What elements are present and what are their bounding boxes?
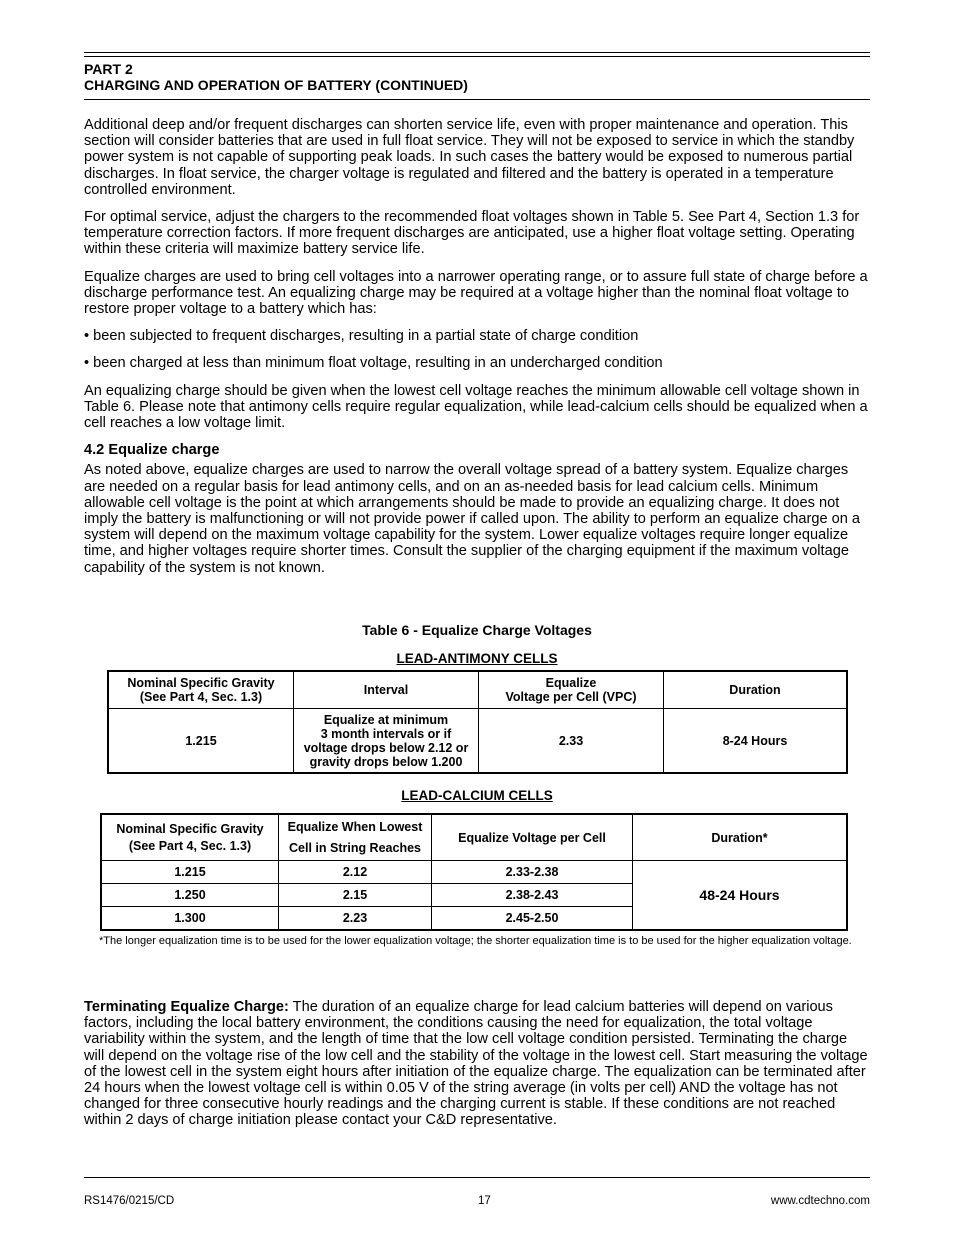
- header-title: CHARGING AND OPERATION OF BATTERY (CONTINUED): [84, 77, 468, 93]
- duration-cell: 48-24 Hours: [633, 861, 848, 931]
- header-rule-bottom: [84, 99, 870, 100]
- section-paragraph: As noted above, equalize charges are used to narrow the overall voltage spread of a battery system. Equalize charges are needed on a regular basis for lead antimony cells, and on an as-needed basis for lead calcium cells. Minimum allowable cell voltage is the point at which arrangements should be made to provide an equalizing charge. It does not imply the battery is malfunctioning or will not provide power if called upon. The ability to perform an equalize charge on a system will depend on the maximum voltage capability for the system. Lower equalize voltages require longer equalize time, and higher voltages require shorter times. Consult the supplier of the charging equipment if the maximum voltage capability of the system is not known.: [84, 462, 861, 576]
- header-rule-top-2: [84, 56, 870, 57]
- page-header: [84, 61, 468, 93]
- table-cell: 2.33: [479, 709, 664, 774]
- column-header: Nominal Specific Gravity (See Part 4, Sec. 1.3): [108, 671, 294, 709]
- terminating-paragraph: [84, 999, 870, 1140]
- section-heading: 4.2 Equalize charge: [84, 442, 220, 459]
- table-row: [101, 861, 847, 884]
- lead-calcium-table: [100, 813, 848, 931]
- footer-doc-id: RS1476/0215/CD: [84, 1195, 175, 1207]
- header-rule-top: [84, 52, 870, 53]
- antimony-table-title: LEAD-ANTIMONY CELLS: [396, 651, 558, 666]
- table-cell: 2.33-2.38: [432, 861, 633, 884]
- header-part: PART 2: [84, 61, 133, 77]
- table-footnote: *The longer equalization time is to be used for the lower equalization voltage; the shorter equalization time is to be used for the higher equalization voltage.: [99, 935, 852, 947]
- body-content: [84, 117, 870, 587]
- table-cell: 2.15: [279, 884, 432, 907]
- calcium-table-title: LEAD-CALCIUM CELLS: [401, 788, 553, 803]
- table-cell: 1.250: [101, 884, 279, 907]
- table-cell: 2.38-2.43: [432, 884, 633, 907]
- paragraph: Additional deep and/or frequent discharges can shorten service life, even with proper maintenance and operation. This section will consider batteries that are used in full float service. They will not be exposed to service in which the standby power system is not capable of supporting peak loads. In such cases the battery would be exposed to numerous partial discharges. In float service, the charger voltage is regulated and filtered and the battery is operated in a temperature controlled environment.: [84, 117, 855, 198]
- table-row: [108, 709, 847, 774]
- column-header: Equalize Voltage per Cell: [432, 814, 633, 861]
- column-header: Interval: [294, 671, 479, 709]
- column-header: Equalize Voltage per Cell (VPC): [479, 671, 664, 709]
- footer-page-number: 17: [478, 1195, 491, 1207]
- table-header-row: [108, 671, 847, 709]
- bullet-item: • been charged at less than minimum float voltage, resulting in an undercharged condition: [84, 355, 663, 372]
- table-cell: 1.300: [101, 907, 279, 931]
- table-cell: 2.23: [279, 907, 432, 931]
- table-cell: 1.215: [101, 861, 279, 884]
- table-cell: 8-24 Hours: [664, 709, 848, 774]
- lead-antimony-table: [107, 670, 848, 774]
- column-header: Nominal Specific Gravity (See Part 4, Sec. 1.3): [101, 814, 279, 861]
- footer-website: www.cdtechno.com: [770, 1195, 870, 1207]
- terminating-text: The duration of an equalize charge for lead calcium batteries will depend on various factors, including the local battery environment, the conditions causing the need for equalization, the total voltage variability within the system, and the length of time that the low cell voltage condition persisted. Terminating the charge will depend on the voltage rise of the low cell and the stability of the voltage in the lowest cell. Start measuring the voltage of the lowest cell in the system eight hours after initiation of the equalize charge. The equalization can be terminated after 24 hours when the lowest voltage cell is within 0.05 V of the string average (in volts per cell) AND the voltage has not changed for three consecutive hourly readings and the charging current is stable. If these conditions are not reached within 2 days of charge initiation please contact your C&D representative.: [84, 999, 868, 1129]
- footer-rule: [84, 1177, 870, 1178]
- paragraph: An equalizing charge should be given when the lowest cell voltage reaches the minimum allowable cell voltage shown in Table 6. Please note that antimony cells require regular equalization, while lead-calcium cells should be equalized when a cell reaches a low voltage limit.: [84, 382, 868, 432]
- table-caption: Table 6 - Equalize Charge Voltages: [362, 622, 592, 638]
- table-cell: 2.12: [279, 861, 432, 884]
- column-header: Duration*: [633, 814, 848, 861]
- paragraph: For optimal service, adjust the chargers to the recommended float voltages shown in Table 5. See Part 4, Section 1.3 for temperature correction factors. If more frequent discharges are anticipated, use a higher float voltage setting. Operating within these criteria will maximize battery service life.: [84, 209, 860, 258]
- table-cell: 2.45-2.50: [432, 907, 633, 931]
- paragraph: Equalize charges are used to bring cell voltages into a narrower operating range, or to assure full state of charge before a discharge performance test. An equalizing charge may be required at a voltage higher than the nominal float voltage to restore proper voltage to a battery which has:: [84, 268, 868, 318]
- table-cell: 1.215: [108, 709, 294, 774]
- bullet-item: • been subjected to frequent discharges, resulting in a partial state of charge condition: [84, 328, 639, 345]
- table-header-row: [101, 814, 847, 861]
- terminating-label: Terminating Equalize Charge:: [84, 999, 289, 1015]
- column-header: Duration: [664, 671, 848, 709]
- column-header: Equalize When Lowest Cell in String Reaches: [279, 814, 432, 861]
- table-cell: Equalize at minimum 3 month intervals or if voltage drops below 2.12 or gravity drops below 1.200: [294, 709, 479, 774]
